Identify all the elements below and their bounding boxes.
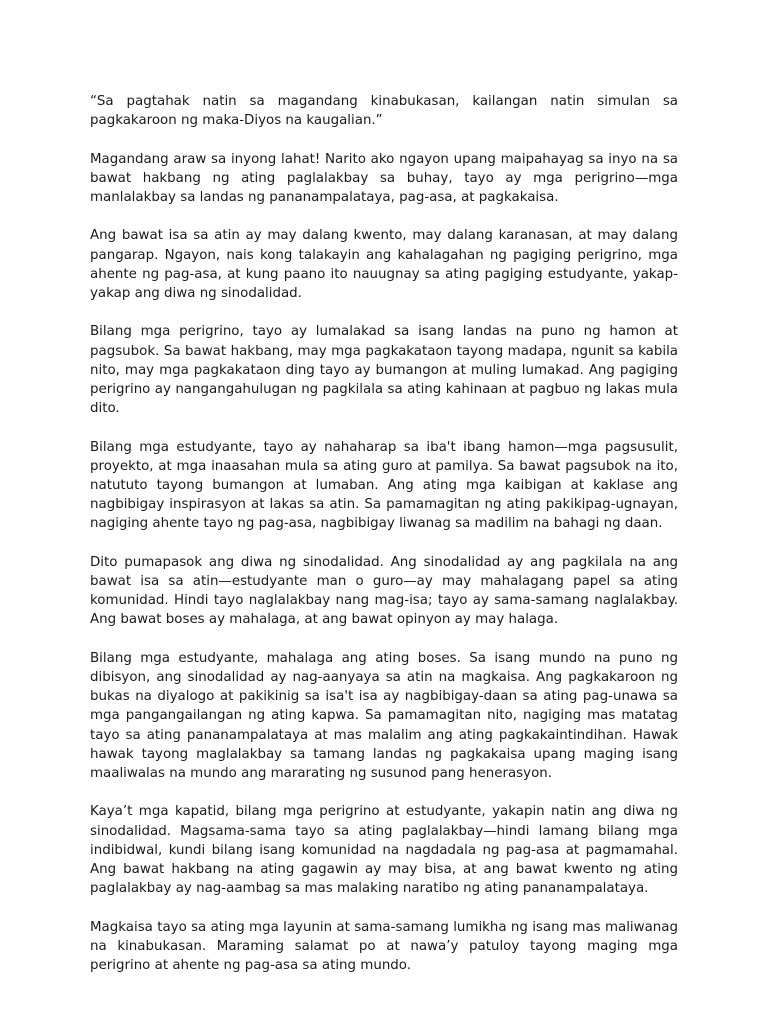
- paragraph-quote: “Sa pagtahak natin sa magandang kinabukasan, kailangan natin simulan sa pagkakaroon ng maka-Diyos na kaugalian.”: [90, 94, 678, 129]
- paragraph: Ang bawat isa sa atin ay may dalang kwento, may dalang karanasan, at may dalang pangarap. Ngayon, nais kong talakayin ang kahalagahan ng pagiging perigrino, mga ahente ng pag-asa, at kung paano ito nauugnay sa ating pagiging estudyante, yakap-yakap ang diwa ng sinodalidad.: [90, 228, 678, 301]
- paragraph: Bilang mga estudyante, mahalaga ang ating boses. Sa isang mundo na puno ng dibisyon, ang sinodalidad ay nag-aanyaya sa atin na magkaisa. Ang pagkakaroon ng bukas na diyalogo at pakikinig sa isa't isa ay nagbibigay-daan sa ating pag-unawa sa mga pangangailangan ng ating kapwa. Sa pamamagitan nito, nagiging mas matatag tayo sa ating pananampalataya at mas malalim ang ating pagkakaintindihan. Hawak hawak tayong maglalakbay sa tamang landas ng pagkakaisa upang maging isang maaliwalas na mundo ang mararating ng susunod pang henerasyon.: [90, 650, 678, 782]
- paragraph: Bilang mga perigrino, tayo ay lumalakad sa isang landas na puno ng hamon at pagsubok. Sa bawat hakbang, may mga pagkakataon tayong madapa, ngunit sa kabila nito, may mga pagkakataon ding tayo ay bumangon at muling lumakad. Ang pagiging perigrino ay nangangahulugan ng pagkilala sa ating kahinaan at pagbuo ng lakas mula dito.: [90, 324, 678, 417]
- paragraph: Bilang mga estudyante, tayo ay nahaharap sa iba't ibang hamon—mga pagsusulit, proyekto, at mga inaasahan mula sa ating guro at pamilya. Sa bawat pagsubok na ito, natututo tayong bumangon at lumaban. Ang ating mga kaibigan at kaklase ang nagbibigay inspirasyon at lakas sa atin. Sa pamamagitan ng ating pakikipag-ugnayan, nagiging ahente tayo ng pag-asa, nagbibigay liwanag sa madilim na bahagi ng daan.: [90, 439, 678, 532]
- document-body: [90, 92, 678, 975]
- paragraph-closing: Magkaisa tayo sa ating mga layunin at sama-samang lumikha ng isang mas maliwanag na kinabukasan. Maraming salamat po at nawa’y patuloy tayong maging mga perigrino at ahente ng pag-asa sa ating mundo.: [90, 919, 678, 974]
- paragraph-greeting: Magandang araw sa inyong lahat! Narito ako ngayon upang maipahayag sa inyo na sa bawat hakbang ng ating paglalakbay sa buhay, tayo ay mga perigrino—mga manlalakbay sa landas ng pananampalataya, pag-asa, at pagkakaisa.: [90, 151, 678, 205]
- paragraph: Dito pumapasok ang diwa ng sinodalidad. Ang sinodalidad ay ang pagkilala na ang bawat isa sa atin—estudyante man o guro—ay may mahalagang papel sa ating komunidad. Hindi tayo naglalakbay nang mag-isa; tayo ay sama-samang naglalakbay. Ang bawat boses ay mahalaga, at ang bawat opinyon ay may halaga.: [90, 554, 678, 628]
- paragraph: Kaya’t mga kapatid, bilang mga perigrino at estudyante, yakapin natin ang diwa ng sinodalidad. Magsama-sama tayo sa ating paglalakbay—hindi lamang bilang mga indibidwal, kundi bilang isang komunidad na nagdadala ng pag-asa at pagmamahal. Ang bawat hakbang na ating gagawin ay may bisa, at ang bawat kwento ng ating paglalakbay ay nag-aambag sa mas malaking naratibo ng ating pananampalataya.: [90, 804, 678, 897]
